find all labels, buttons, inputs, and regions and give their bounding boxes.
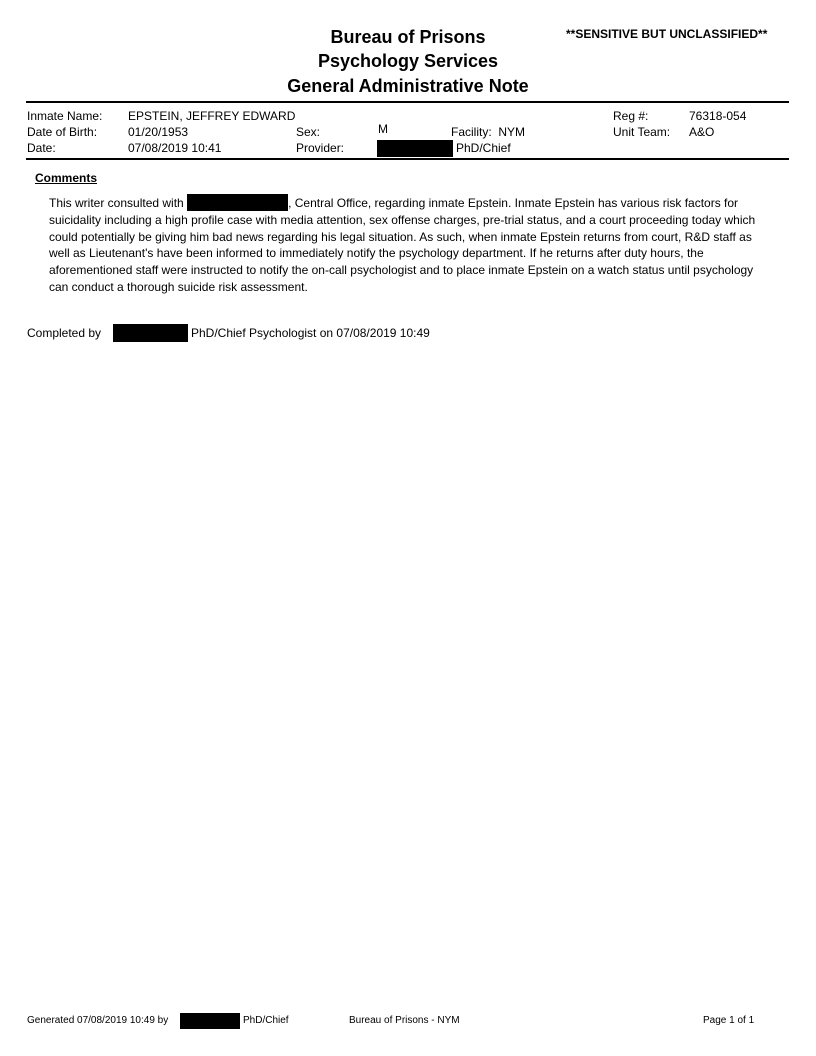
unit-team-value: A&O (689, 125, 715, 139)
consultant-redaction (187, 194, 288, 211)
comments-paragraph (49, 194, 761, 296)
footer-generator-title: PhD/Chief (243, 1015, 289, 1026)
facility-field (451, 125, 525, 139)
provider-label: Provider: (296, 141, 345, 155)
facility-value: NYM (498, 125, 526, 139)
dob-value: 01/20/1953 (128, 125, 189, 139)
dob-label: Date of Birth: (27, 125, 98, 139)
header-rule-bottom (26, 158, 789, 160)
title-line-2: Psychology Services (317, 51, 499, 71)
inmate-name-value: EPSTEIN, JEFFREY EDWARD (128, 109, 296, 123)
sex-label: Sex: (296, 125, 321, 139)
date-label: Date: (27, 141, 56, 155)
reg-label: Reg #: (613, 109, 649, 123)
date-value: 07/08/2019 10:41 (128, 141, 222, 155)
comments-text-before: This writer consulted with (49, 196, 184, 210)
footer-generated: Generated 07/08/2019 10:49 by (27, 1015, 169, 1026)
completed-by-prefix: Completed by (27, 326, 102, 340)
title-line-3: General Administrative Note (287, 76, 529, 96)
provider-redaction (377, 140, 453, 157)
reg-value: 76318-054 (689, 109, 747, 123)
footer-facility: Bureau of Prisons - NYM (349, 1015, 460, 1026)
title-line-1: Bureau of Prisons (330, 27, 486, 47)
sex-value: M (378, 122, 388, 136)
footer-generator-redaction (180, 1013, 240, 1029)
comments-text-after: , Central Office, regarding inmate Epstein. Inmate Epstein has various risk factors for suicidality including a high profile case with media attention, sex offense charges, pre-trial status, and a court proceeding today which could potentially be giving him bad news regarding his legal situation. As such, when inmate Epstein returns from court, R&D staff as well as Lieutenant's have been informed to immediately notify the psychology department. If he returns after duty hours, the aforementioned staff were instructed to notify the on-call psychologist and to place inmate Epstein on a watch status until psychology can conduct a thorough suicide risk assessment. (49, 196, 756, 294)
completed-by-suffix: PhD/Chief Psychologist on 07/08/2019 10:49 (191, 326, 430, 340)
comments-heading: Comments (35, 171, 98, 185)
provider-title: PhD/Chief (456, 141, 511, 155)
header-rule-top (26, 101, 789, 103)
footer-page-number: Page 1 of 1 (703, 1015, 755, 1026)
classification-label: **SENSITIVE BUT UNCLASSIFIED** (566, 27, 768, 41)
facility-label: Facility: (451, 125, 492, 139)
inmate-name-label: Inmate Name: (27, 109, 103, 123)
completed-by-redaction (113, 324, 188, 342)
unit-team-label: Unit Team: (613, 125, 671, 139)
